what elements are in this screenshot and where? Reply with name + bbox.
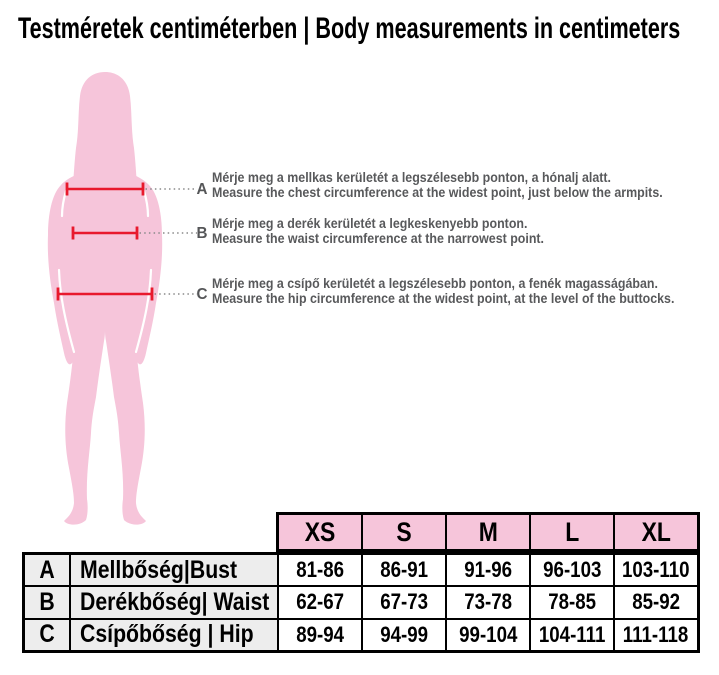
annotation-chest-hu: Mérje meg a mellkas kerületét a legszélesebb ponton, a hónalj alatt. bbox=[212, 170, 611, 185]
row-hip-letter: C bbox=[25, 620, 69, 650]
row-waist-label: Derékbőség| Waist bbox=[71, 587, 277, 617]
size-table-body bbox=[22, 552, 700, 653]
size-header-xs: XS bbox=[279, 515, 361, 549]
annotation-chest-en: Measure the chest circumference at the widest point, just below the armpits. bbox=[212, 184, 663, 200]
waist-m: 73-78 bbox=[447, 587, 529, 617]
annotation-waist-en: Measure the waist circumference at the narrowest point. bbox=[212, 230, 544, 246]
figure-label-c: C bbox=[196, 286, 208, 303]
bust-m: 91-96 bbox=[447, 555, 529, 585]
page-title: Testméretek centiméterben | Body measurements in centimeters bbox=[18, 12, 681, 45]
waist-xs: 62-67 bbox=[279, 587, 361, 617]
bust-l: 96-103 bbox=[531, 555, 613, 585]
annotation-hip-hu: Mérje meg a csípő kerületét a legszélesebb ponton, a fenék magasságában. bbox=[212, 276, 658, 291]
figure-label-a: A bbox=[196, 181, 208, 198]
row-waist-letter: B bbox=[25, 587, 69, 617]
figure-label-b: B bbox=[196, 225, 208, 242]
annotation-waist-hu: Mérje meg a derék kerületét a legkeskenyebb ponton. bbox=[212, 216, 528, 231]
hip-xl: 111-118 bbox=[615, 620, 697, 650]
hip-s: 94-99 bbox=[363, 620, 445, 650]
row-bust-letter: A bbox=[25, 555, 69, 585]
annotation-hip bbox=[212, 277, 719, 306]
waist-l: 78-85 bbox=[531, 587, 613, 617]
size-table-header bbox=[276, 512, 700, 552]
hip-m: 99-104 bbox=[447, 620, 529, 650]
bust-s: 86-91 bbox=[363, 555, 445, 585]
waist-xl: 85-92 bbox=[615, 587, 697, 617]
bust-xl: 103-110 bbox=[615, 555, 697, 585]
hip-xs: 89-94 bbox=[279, 620, 361, 650]
annotation-waist bbox=[212, 217, 719, 246]
female-body-shape bbox=[48, 72, 162, 525]
annotation-hip-en: Measure the hip circumference at the widest point, at the level of the buttocks. bbox=[212, 290, 675, 306]
annotation-chest bbox=[212, 171, 719, 200]
size-header-s: S bbox=[363, 515, 445, 549]
female-silhouette-svg bbox=[20, 70, 210, 530]
hip-l: 104-111 bbox=[531, 620, 613, 650]
row-hip-label: Csípőbőség | Hip bbox=[71, 620, 277, 650]
size-header-l: L bbox=[531, 515, 613, 549]
size-header-m: M bbox=[447, 515, 529, 549]
size-header-xl: XL bbox=[615, 515, 697, 549]
bust-xs: 81-86 bbox=[279, 555, 361, 585]
waist-s: 67-73 bbox=[363, 587, 445, 617]
row-bust-label: Mellbőség|Bust bbox=[71, 555, 277, 585]
body-silhouette-figure bbox=[20, 70, 210, 530]
